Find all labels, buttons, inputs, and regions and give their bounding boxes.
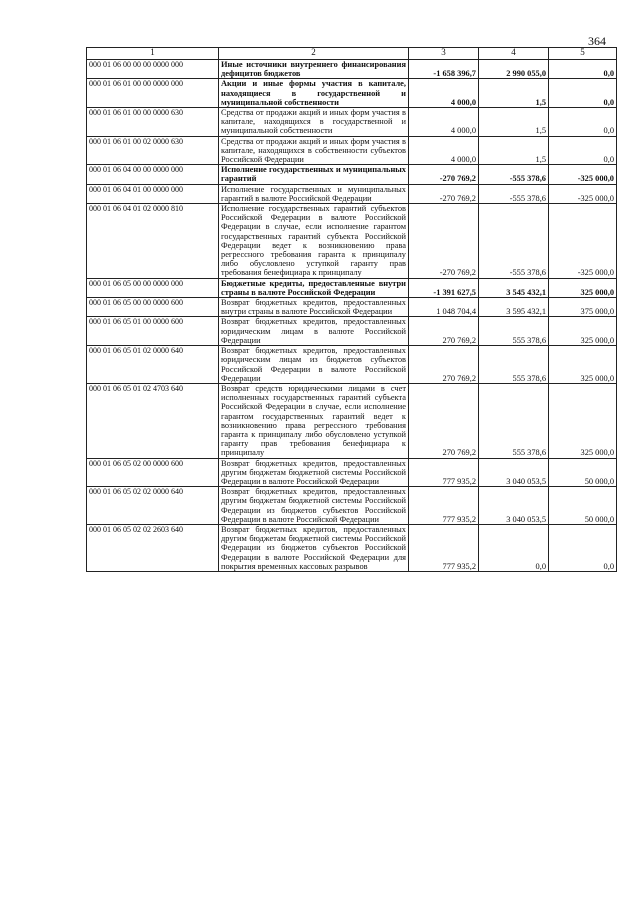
amount-col3-cell: 4 000,0 — [409, 136, 479, 165]
table-row — [87, 79, 617, 108]
code-cell: 000 01 06 00 00 00 0000 000 — [87, 60, 219, 79]
budget-sources-table — [86, 47, 617, 572]
amount-col3-cell: 1 048 704,4 — [409, 298, 479, 317]
description-cell: Бюджетные кредиты, предоставленные внутри страны в валюте Российской Федерации — [219, 278, 409, 297]
amount-col4-cell: 2 990 055,0 — [479, 60, 549, 79]
column-header-1: 1 — [87, 48, 219, 60]
amount-col3-cell: 777 935,2 — [409, 458, 479, 487]
amount-col5-cell: 0,0 — [549, 136, 617, 165]
code-cell: 000 01 06 05 01 02 4703 640 — [87, 383, 219, 458]
amount-col4-cell: 1,5 — [479, 108, 549, 137]
description-cell: Возврат бюджетных кредитов, предоставленных внутри страны в валюте Российской Федерации — [219, 298, 409, 317]
description-cell: Возврат бюджетных кредитов, предоставленных юридическим лицам в валюте Российской Федерации — [219, 317, 409, 346]
description-cell: Возврат бюджетных кредитов, предоставленных другим бюджетам бюджетной системы Российской Федерации из бюджетов субъектов Российской Федерации в валюте Российской Федерации для покрытия временных кассовых разрывов — [219, 524, 409, 571]
amount-col5-cell: -325 000,0 — [549, 165, 617, 184]
table-row — [87, 204, 617, 279]
code-cell: 000 01 06 05 01 02 0000 640 — [87, 346, 219, 384]
amount-col3-cell: -270 769,2 — [409, 184, 479, 203]
amount-col4-cell: -555 378,6 — [479, 165, 549, 184]
table-row — [87, 383, 617, 458]
description-cell: Возврат бюджетных кредитов, предоставленных другим бюджетам бюджетной системы Российской Федерации из бюджетов субъектов Российской Федерации в валюте Российской Федерации — [219, 487, 409, 525]
page-number: 364 — [588, 34, 606, 48]
amount-col5-cell: 325 000,0 — [549, 346, 617, 384]
table-row — [87, 524, 617, 571]
amount-col4-cell: 555 378,6 — [479, 317, 549, 346]
column-header-2: 2 — [219, 48, 409, 60]
amount-col4-cell: 1,5 — [479, 79, 549, 108]
amount-col5-cell: 0,0 — [549, 79, 617, 108]
amount-col4-cell: 3 040 053,5 — [479, 458, 549, 487]
header-row — [87, 48, 617, 60]
amount-col3-cell: -1 658 396,7 — [409, 60, 479, 79]
amount-col4-cell: 1,5 — [479, 136, 549, 165]
amount-col5-cell: 325 000,0 — [549, 278, 617, 297]
amount-col5-cell: 50 000,0 — [549, 458, 617, 487]
description-cell: Исполнение государственных гарантий субъектов Российской Федерации в валюте Российской Федерации в случае, если исполнение гарантом государственных гарантий субъекта Российской Федерации ведет к возникновению права регрессного требования гаранта к принципалу либо обусловлено уступкой гаранту прав требования бенефициара к принципалу — [219, 204, 409, 279]
code-cell: 000 01 06 05 02 02 0000 640 — [87, 487, 219, 525]
table-row — [87, 487, 617, 525]
table-row — [87, 278, 617, 297]
code-cell: 000 01 06 01 00 02 0000 630 — [87, 136, 219, 165]
code-cell: 000 01 06 05 00 00 0000 000 — [87, 278, 219, 297]
amount-col5-cell: -325 000,0 — [549, 204, 617, 279]
amount-col5-cell: 50 000,0 — [549, 487, 617, 525]
amount-col5-cell: 0,0 — [549, 524, 617, 571]
description-cell: Средства от продажи акций и иных форм участия в капитале, находящихся в собственности субъектов Российской Федерации — [219, 136, 409, 165]
description-cell: Возврат бюджетных кредитов, предоставленных другим бюджетам бюджетной системы Российской Федерации в валюте Российской Федерации — [219, 458, 409, 487]
amount-col5-cell: 325 000,0 — [549, 317, 617, 346]
table-row — [87, 458, 617, 487]
amount-col5-cell: 325 000,0 — [549, 383, 617, 458]
amount-col4-cell: 0,0 — [479, 524, 549, 571]
amount-col4-cell: 3 545 432,1 — [479, 278, 549, 297]
amount-col4-cell: 3 595 432,1 — [479, 298, 549, 317]
table-row — [87, 317, 617, 346]
description-cell: Исполнение государственных и муниципальных гарантий — [219, 165, 409, 184]
amount-col3-cell: 777 935,2 — [409, 487, 479, 525]
amount-col4-cell: 3 040 053,5 — [479, 487, 549, 525]
amount-col5-cell: 375 000,0 — [549, 298, 617, 317]
table-row — [87, 136, 617, 165]
amount-col5-cell: 0,0 — [549, 60, 617, 79]
code-cell: 000 01 06 04 00 00 0000 000 — [87, 165, 219, 184]
code-cell: 000 01 06 01 00 00 0000 630 — [87, 108, 219, 137]
description-cell: Средства от продажи акций и иных форм участия в капитале, находящихся в государственной и муниципальной собственности — [219, 108, 409, 137]
table-body — [87, 60, 617, 572]
code-cell: 000 01 06 05 01 00 0000 600 — [87, 317, 219, 346]
table-row — [87, 60, 617, 79]
code-cell: 000 01 06 04 01 02 0000 810 — [87, 204, 219, 279]
amount-col4-cell: -555 378,6 — [479, 204, 549, 279]
amount-col5-cell: -325 000,0 — [549, 184, 617, 203]
amount-col3-cell: -270 769,2 — [409, 204, 479, 279]
code-cell: 000 01 06 04 01 00 0000 000 — [87, 184, 219, 203]
table-row — [87, 108, 617, 137]
amount-col4-cell: -555 378,6 — [479, 184, 549, 203]
amount-col4-cell: 555 378,6 — [479, 383, 549, 458]
column-header-4: 4 — [479, 48, 549, 60]
amount-col3-cell: 270 769,2 — [409, 346, 479, 384]
amount-col3-cell: -270 769,2 — [409, 165, 479, 184]
column-header-5: 5 — [549, 48, 617, 60]
description-cell: Исполнение государственных и муниципальных гарантий в валюте Российской Федерации — [219, 184, 409, 203]
amount-col3-cell: 4 000,0 — [409, 79, 479, 108]
table-row — [87, 165, 617, 184]
code-cell: 000 01 06 01 00 00 0000 000 — [87, 79, 219, 108]
code-cell: 000 01 06 05 02 02 2603 640 — [87, 524, 219, 571]
column-header-3: 3 — [409, 48, 479, 60]
amount-col3-cell: 777 935,2 — [409, 524, 479, 571]
table-row — [87, 184, 617, 203]
amount-col3-cell: 4 000,0 — [409, 108, 479, 137]
amount-col4-cell: 555 378,6 — [479, 346, 549, 384]
amount-col3-cell: -1 391 627,5 — [409, 278, 479, 297]
description-cell: Возврат бюджетных кредитов, предоставленных юридическим лицам из бюджетов субъектов Российской Федерации в валюте Российской Федерации — [219, 346, 409, 384]
code-cell: 000 01 06 05 00 00 0000 600 — [87, 298, 219, 317]
table-row — [87, 346, 617, 384]
description-cell: Возврат средств юридическими лицами в счет исполненных государственных гарантий субъекта Российской Федерации в случае, если исполнение гарантом государственных гарантий ведет к возникновению права регрессного требования гаранта к принципалу либо обусловлено уступкой гаранту прав требования бенефициара к принципалу — [219, 383, 409, 458]
description-cell: Акции и иные формы участия в капитале, находящиеся в государственной и муниципальной собственности — [219, 79, 409, 108]
amount-col3-cell: 270 769,2 — [409, 383, 479, 458]
table-row — [87, 298, 617, 317]
description-cell: Иные источники внутреннего финансирования дефицитов бюджетов — [219, 60, 409, 79]
code-cell: 000 01 06 05 02 00 0000 600 — [87, 458, 219, 487]
amount-col3-cell: 270 769,2 — [409, 317, 479, 346]
amount-col5-cell: 0,0 — [549, 108, 617, 137]
